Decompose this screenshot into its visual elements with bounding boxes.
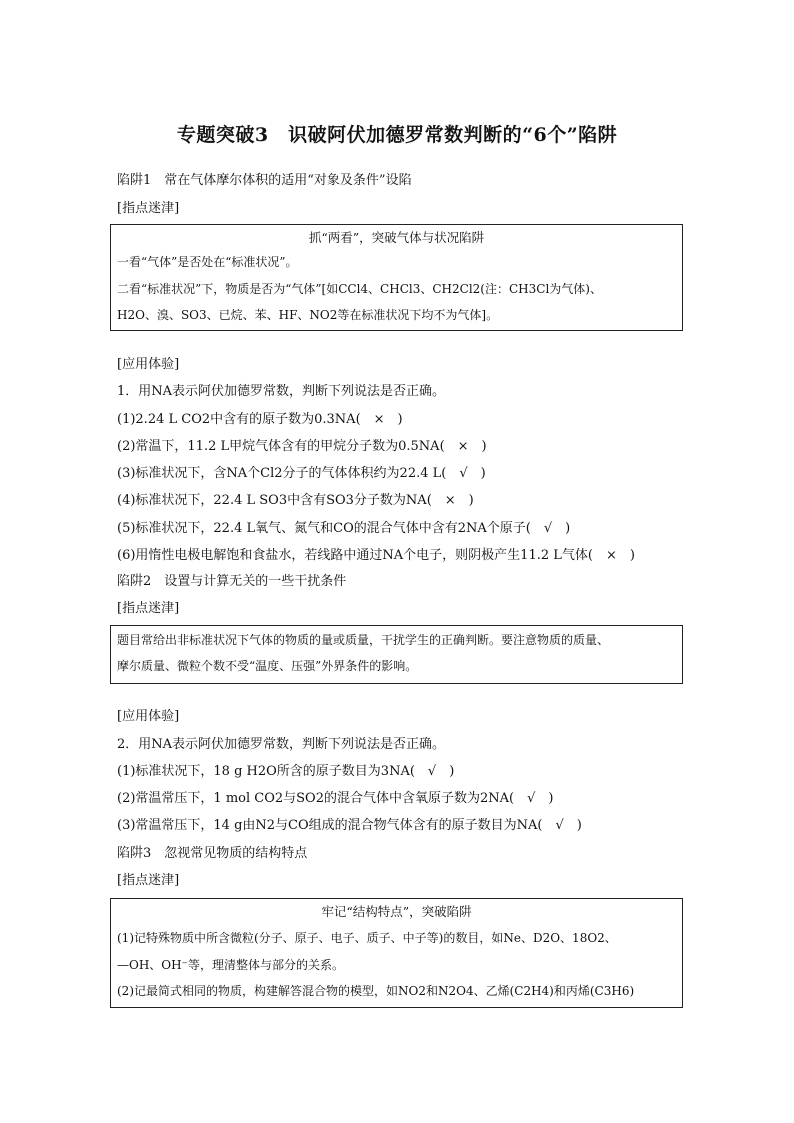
trap1-item-2: (2)常温下，11.2 L甲烷气体含有的甲烷分子数为0.5NA( × ) bbox=[117, 439, 487, 454]
trap3-guide-label: [指点迷津] bbox=[117, 873, 180, 888]
trap3-box-line3: (2)记最简式相同的物质，构建解答混合物的模型，如NO2和N2O4、乙烯(C2H4)和丙烯(C3H6) bbox=[117, 984, 635, 998]
trap2-box-line2: 摩尔质量、微粒个数不受“温度、压强”外界条件的影响。 bbox=[117, 659, 418, 673]
trap2-item-2: (2)常温常压下，1 mol CO2与SO2的混合气体中含氧原子数为2NA( √ ) bbox=[117, 791, 554, 806]
trap1-item-4: (4)标准状况下，22.4 L SO3中含有SO3分子数为NA( × ) bbox=[117, 493, 474, 508]
trap2-guide-label: [指点迷津] bbox=[117, 601, 180, 616]
trap2-heading: 陷阱2 设置与计算无关的一些干扰条件 bbox=[117, 574, 347, 589]
trap3-heading: 陷阱3 忽视常见物质的结构特点 bbox=[117, 846, 308, 861]
trap3-box-line1: (1)记特殊物质中所含微粒(分子、原子、电子、质子、中子等)的数目，如Ne、D2O、18O2、 bbox=[117, 931, 617, 945]
trap1-box-line1: 一看“气体”是否处在“标准状况”。 bbox=[117, 255, 298, 269]
trap1-guide-label: [指点迷津] bbox=[117, 201, 180, 216]
trap2-practice-label: [应用体验] bbox=[117, 709, 180, 724]
trap1-item-6: (6)用惰性电极电解饱和食盐水，若线路中通过NA个电子，则阴极产生11.2 L气体( × ) bbox=[117, 548, 635, 563]
trap2-guide-box bbox=[110, 625, 683, 684]
trap3-box-title: 牢记“结构特点”，突破陷阱 bbox=[321, 904, 472, 919]
trap3-box-line2: —OH、OH⁻等，理清整体与部分的关系。 bbox=[117, 958, 344, 972]
trap1-item-5: (5)标准状况下，22.4 L氧气、氮气和CO的混合气体中含有2NA个原子( √ ) bbox=[117, 521, 571, 536]
trap1-guide-box bbox=[110, 224, 683, 331]
trap1-box-line3: H2O、溴、SO3、已烷、苯、HF、NO2等在标准状况下均不为气体]。 bbox=[117, 308, 499, 322]
trap1-item-3: (3)标准状况下，含NA个Cl2分子的气体体积约为22.4 L( √ ) bbox=[117, 466, 486, 481]
page-title: 专题突破3 识破阿伏加德罗常数判断的“6个”陷阱 bbox=[176, 124, 618, 146]
trap2-box-line1: 题目常给出非标准状况下气体的物质的量或质量，干扰学生的正确判断。要注意物质的质量、 bbox=[117, 633, 610, 647]
trap3-guide-box bbox=[110, 898, 683, 1008]
trap2-item-3: (3)常温常压下，14 g由N2与CO组成的混合物气体含有的原子数目为NA( √ ) bbox=[117, 818, 582, 833]
trap1-item-1: (1)2.24 L CO2中含有的原子数为0.3NA( × ) bbox=[117, 412, 403, 427]
trap2-question-intro: 2．用NA表示阿伏加德罗常数，判断下列说法是否正确。 bbox=[117, 737, 446, 752]
trap1-question-intro: 1．用NA表示阿伏加德罗常数，判断下列说法是否正确。 bbox=[117, 384, 446, 399]
trap1-practice-label: [应用体验] bbox=[117, 357, 180, 372]
trap1-heading: 陷阱1 常在气体摩尔体积的适用“对象及条件”设陷 bbox=[117, 173, 412, 188]
trap1-box-line2: 二看“标准状况”下，物质是否为“气体”[如CCl4、CHCl3、CH2Cl2(注：CH3Cl为气体)、 bbox=[117, 282, 602, 296]
trap1-box-title: 抓“两看”，突破气体与状况陷阱 bbox=[308, 230, 485, 245]
trap2-item-1: (1)标准状况下，18 g H2O所含的原子数目为3NA( √ ) bbox=[117, 764, 455, 779]
